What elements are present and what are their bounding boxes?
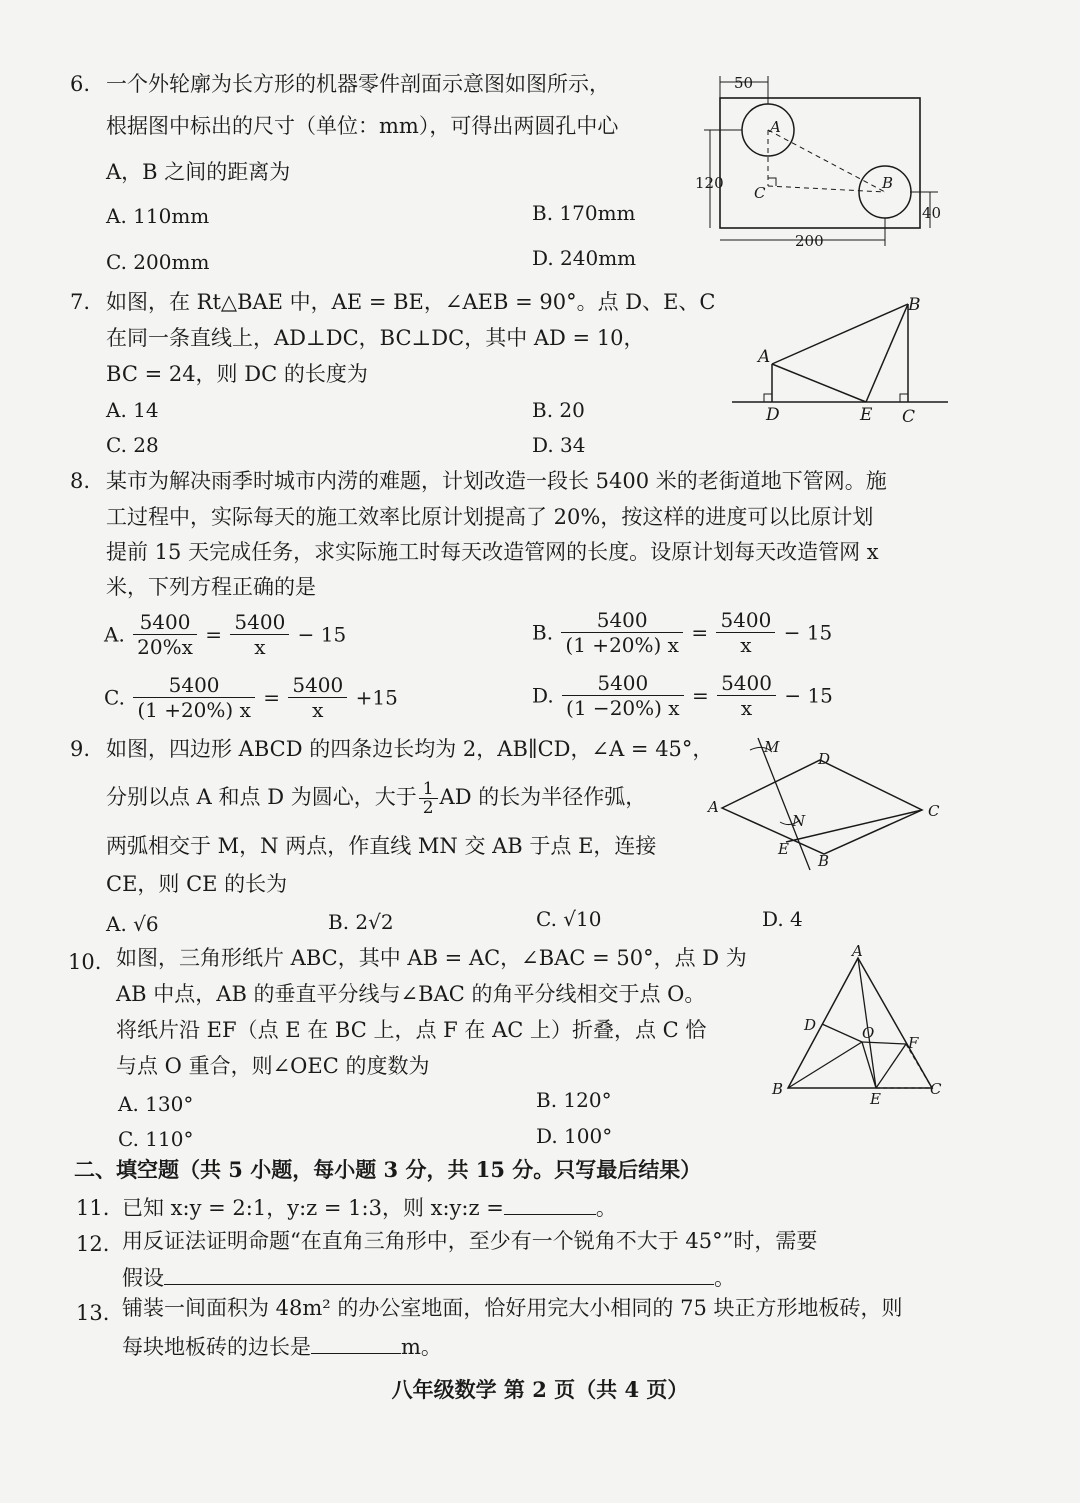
q7-option-d: D. 34 [532,433,586,457]
q7-figure [726,290,956,430]
q9-option-d: D. 4 [762,907,803,931]
q10-number: 10. [68,950,102,974]
q9-label-c: C [928,802,940,820]
q7-number: 7. [70,290,91,314]
q12-text-pre: 假设 [122,1266,164,1290]
q8-option-b-label: B. [532,620,554,645]
q11-text-post: 。 [595,1196,617,1220]
q8-c-tail: +15 [355,685,398,710]
q6-option-b: B. 170mm [532,201,636,225]
q7-label-e: E [860,405,873,425]
q8-text-line1: 某市为解决雨季时城市内涝的难题，计划改造一段长 5400 米的老街道地下管网。施 [106,469,887,493]
page-footer: 八年级数学 第 2 页（共 4 页） [391,1377,689,1402]
q6-text-line3: A，B 之间的距离为 [106,160,291,184]
q9-label-b: B [818,852,830,870]
q6-dim-120: 120 [695,174,724,192]
q12-number: 12. [76,1232,110,1256]
q8-b-den1: (1 +20%) x [565,633,679,657]
q9-text-line1: 如图，四边形 ABCD 的四条边长均为 2，AB∥CD，∠A = 45°， [106,737,714,761]
q8-option-b [532,608,832,657]
q9-label-a: A [708,798,719,816]
q8-d-num2: 5400 [717,671,776,696]
q10-label-a: A [852,944,863,960]
q8-option-a-label: A. [104,622,125,647]
q10-option-c: C. 110° [118,1127,194,1151]
q10-label-d: D [804,1016,817,1034]
q8-b-num1: 5400 [561,608,683,633]
q11-number: 11. [76,1196,110,1220]
q6-option-c: C. 200mm [106,250,210,274]
q10-label-o: O [862,1024,875,1042]
q6-label-b: B [882,174,894,192]
q9-text-line3: 两弧相交于 M，N 两点，作直线 MN 交 AB 于点 E，连接 [106,834,657,858]
q8-d-eq: = [691,683,709,708]
q10-text-line1: 如图，三角形纸片 ABC，其中 AB = AC，∠BAC = 50°，点 D 为 [116,946,747,970]
q12-answer-blank[interactable] [164,1284,714,1285]
q8-b-tail: − 15 [783,620,833,645]
q8-b-eq: = [691,620,709,645]
q8-option-c [104,673,398,722]
q6-option-d: D. 240mm [532,246,637,270]
q10-text-line4: 与点 O 重合，则∠OEC 的度数为 [116,1054,430,1078]
q8-option-c-label: C. [104,685,125,710]
q10-text-line2: AB 中点，AB 的垂直平分线与∠BAC 的角平分线相交于点 O。 [116,982,706,1006]
q8-b-den2: x [740,633,752,657]
q10-text-line3: 将纸片沿 EF（点 E 在 BC 上，点 F 在 AC 上）折叠，点 C 恰 [116,1018,707,1042]
q9-number: 9. [70,737,91,761]
q13-number: 13. [76,1301,110,1325]
q13-text-pre: 每块地板砖的边长是 [122,1335,311,1359]
q7-label-a: A [758,347,771,367]
q10-label-c: C [930,1080,942,1098]
q8-option-d [532,671,833,720]
q7-text-line1: 如图，在 Rt△BAE 中，AE = BE，∠AEB = 90°。点 D、E、C [106,290,716,314]
q6-label-a: A [770,118,781,136]
q8-a-num1: 5400 [133,610,197,635]
q8-d-tail: − 15 [784,683,833,708]
q9-half-denominator: 2 [422,798,434,818]
q8-c-num2: 5400 [288,673,347,698]
q11-text [122,1194,617,1222]
q8-a-den1: 20%x [137,635,193,659]
q12-text-post: 。 [714,1266,735,1290]
q7-option-b: B. 20 [532,398,585,422]
q9-text-line2-a: 分别以点 A 和点 D 为圆心，大于 [106,785,417,809]
q9-text-line4: CE，则 CE 的长为 [106,872,288,896]
q13-text-post: m。 [401,1335,442,1359]
q8-a-eq: = [205,622,223,647]
q6-dim-200: 200 [795,232,824,250]
q6-number: 6. [70,72,91,96]
q9-text-line2-b: AD 的长为半径作弧， [439,785,647,809]
q7-option-c: C. 28 [106,433,159,457]
q9-half-numerator: 1 [419,780,438,799]
q10-option-a: A. 130° [118,1092,194,1116]
q8-number: 8. [70,469,91,493]
q9-text-line2 [106,780,646,817]
q9-label-n: N [792,812,806,830]
q9-label-d: D [818,750,831,768]
q8-a-tail: − 15 [297,622,347,647]
q10-label-e: E [870,1090,881,1108]
q7-text-line3: BC = 24，则 DC 的长度为 [106,362,368,386]
q8-text-line4: 米，下列方程正确的是 [106,575,316,599]
q6-figure [690,68,950,258]
q9-figure [700,730,950,880]
q8-c-den1: (1 +20%) x [137,698,251,722]
q10-figure [764,944,954,1109]
q11-text-pre: 已知 x:y = 2:1，y:z = 1:3，则 x:y:z = [122,1196,504,1220]
q9-label-e: E [778,840,789,858]
q12-text-line2 [122,1264,735,1292]
q6-text-line2: 根据图中标出的尺寸（单位：mm），可得出两圆孔中心 [106,114,619,138]
q6-dim-50: 50 [734,74,754,92]
q9-label-m: M [764,738,780,756]
q9-option-a: A. √6 [106,912,159,936]
q8-option-a [104,610,346,659]
q6-label-c: C [754,184,766,202]
q10-label-f: F [908,1034,919,1052]
q7-text-line2: 在同一条直线上，AD⊥DC，BC⊥DC，其中 AD = 10， [106,326,645,350]
q8-d-den1: (1 −20%) x [566,696,680,720]
q6-dim-40: 40 [922,204,942,222]
q13-text-line1: 铺装一间面积为 48m² 的办公室地面，恰好用完大小相同的 75 块正方形地板砖，则 [122,1296,903,1320]
q10-option-b: B. 120° [536,1088,612,1112]
q12-text-line1: 用反证法证明命题“在直角三角形中，至少有一个锐角不大于 45°”时，需要 [122,1229,818,1253]
q8-c-den2: x [312,698,324,722]
q9-option-b: B. 2√2 [328,910,394,934]
q6-text-line1: 一个外轮廓为长方形的机器零件剖面示意图如图所示， [106,72,610,96]
q8-a-den2: x [254,635,266,659]
q13-text-line2 [122,1333,442,1361]
q8-d-num1: 5400 [562,671,684,696]
q8-b-num2: 5400 [716,608,775,633]
q7-label-b: B [908,295,921,315]
q7-label-c: C [902,407,916,427]
q8-c-eq: = [263,685,280,710]
section-2-heading: 二、填空题（共 5 小题，每小题 3 分，共 15 分。只写最后结果） [74,1157,702,1182]
q8-text-line3: 提前 15 天完成任务，求实际施工时每天改造管网的长度。设原计划每天改造管网 x [106,540,879,564]
q11-answer-blank[interactable] [504,1214,596,1215]
q8-c-num1: 5400 [133,673,255,698]
q6-option-a: A. 110mm [106,204,210,228]
q10-label-b: B [772,1080,784,1098]
q9-option-c: C. √10 [536,907,602,931]
q8-option-d-label: D. [532,683,554,708]
q8-a-num2: 5400 [230,610,289,635]
q13-answer-blank[interactable] [311,1353,401,1354]
q8-d-den2: x [740,696,753,720]
q10-option-d: D. 100° [536,1124,613,1148]
q8-text-line2: 工过程中，实际每天的施工效率比原计划提高了 20%，按这样的进度可以比原计划 [106,505,874,529]
q7-label-d: D [766,405,780,425]
q7-option-a: A. 14 [106,398,159,422]
